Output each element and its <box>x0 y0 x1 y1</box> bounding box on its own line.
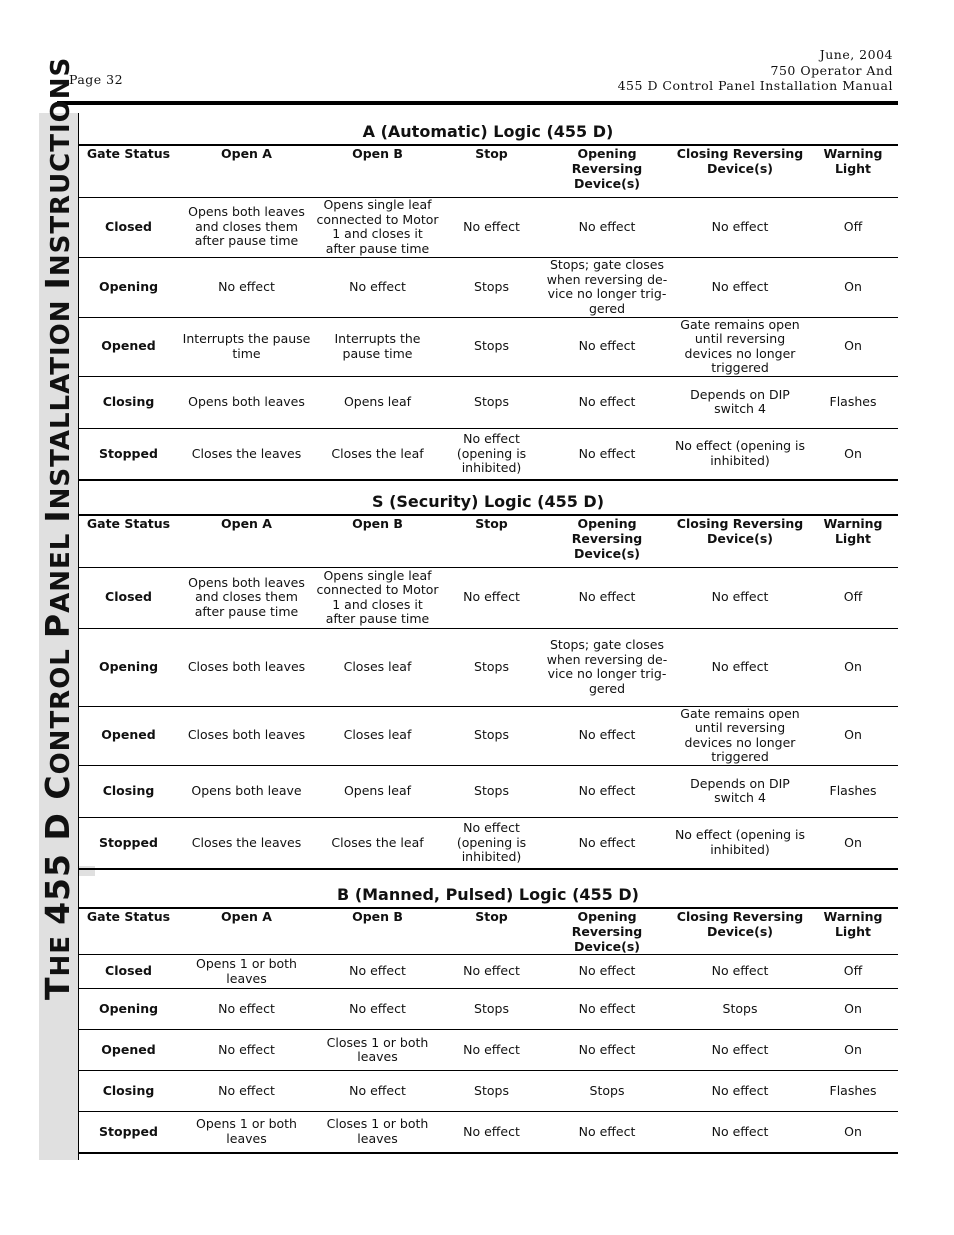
cell-open-a: Opens both leaves and closes them after pause time <box>179 197 314 257</box>
section-title: A (Automatic) Logic (455 D) <box>362 122 614 141</box>
cell-stop: Stops <box>441 376 542 428</box>
column-header-warning-light: Warning Light <box>823 146 883 176</box>
cell-closing-reversing: Depends on DIP switch 4 <box>672 765 808 817</box>
cell-warning-light: Flashes <box>808 1071 898 1112</box>
cell-open-b: Opens single leaf connected to Motor 1 and closes it after pause time <box>314 197 441 257</box>
row-opened <box>78 1030 898 1071</box>
row-opened <box>78 706 898 765</box>
cell-opening-reversing: No effect <box>542 817 672 869</box>
cell-gate-status: Stopped <box>78 428 179 480</box>
logic-table <box>78 907 898 1154</box>
cell-stop: Stops <box>441 989 542 1030</box>
cell-opening-reversing: No effect <box>542 428 672 480</box>
cell-closing-reversing: No effect (opening is inhibited) <box>672 428 808 480</box>
cell-open-b: Opens leaf <box>314 376 441 428</box>
cell-closing-reversing: Stops <box>672 989 808 1030</box>
cell-closing-reversing: No effect <box>672 955 808 989</box>
cell-warning-light: Off <box>808 197 898 257</box>
cell-gate-status: Closed <box>78 567 179 628</box>
cell-stop: No effect <box>441 567 542 628</box>
cell-opening-reversing: No effect <box>542 955 672 989</box>
cell-gate-status: Opening <box>78 989 179 1030</box>
table-header-row <box>78 145 898 197</box>
cell-open-a: No effect <box>179 257 314 317</box>
cell-warning-light: Off <box>808 955 898 989</box>
cell-open-b: Closes leaf <box>314 628 441 706</box>
cell-gate-status: Closing <box>78 376 179 428</box>
cell-stop: Stops <box>441 628 542 706</box>
cell-warning-light: On <box>808 706 898 765</box>
cell-warning-light: On <box>808 317 898 376</box>
header-date: June, 2004 <box>819 47 893 62</box>
header-manual-line2: 455 D Control Panel Installation Manual <box>617 78 893 93</box>
cell-open-b: Closes the leaf <box>314 817 441 869</box>
cell-open-a: Closes both leaves <box>179 628 314 706</box>
cell-warning-light: Flashes <box>808 376 898 428</box>
column-header-warning-light: Warning Light <box>823 909 883 939</box>
cell-closing-reversing: Gate remains open until reversing devices no longer triggered <box>672 706 808 765</box>
cell-stop: No effect <box>441 1030 542 1071</box>
column-header-stop: Stop <box>475 516 508 531</box>
column-header-gate-status: Gate Status <box>86 146 171 161</box>
manned-pulsed-logic-section <box>78 883 898 1154</box>
cell-closing-reversing: No effect <box>672 257 808 317</box>
cell-closing-reversing: No effect <box>672 1071 808 1112</box>
cell-open-a: No effect <box>179 989 314 1030</box>
page-number: Page 32 <box>69 72 124 87</box>
row-stopped <box>78 428 898 480</box>
cell-open-b: Closes 1 or both leaves <box>314 1030 441 1071</box>
cell-open-b: Opens single leaf connected to Motor 1 and closes it after pause time <box>314 567 441 628</box>
cell-opening-reversing: No effect <box>542 1112 672 1153</box>
cell-open-a: Closes the leaves <box>179 817 314 869</box>
column-header-closing-reversing: Closing Reversing Device(s) <box>676 516 804 546</box>
cell-closing-reversing: Depends on DIP switch 4 <box>672 376 808 428</box>
cell-gate-status: Closed <box>78 955 179 989</box>
cell-opening-reversing: No effect <box>542 1030 672 1071</box>
cell-open-a: Closes both leaves <box>179 706 314 765</box>
cell-warning-light: Off <box>808 567 898 628</box>
column-header-open-a: Open A <box>221 516 272 531</box>
cell-closing-reversing: Gate remains open until reversing devices no longer triggered <box>672 317 808 376</box>
cell-stop: No effect (opening is inhibited) <box>441 817 542 869</box>
cell-closing-reversing: No effect <box>672 197 808 257</box>
cell-closing-reversing: No effect <box>672 628 808 706</box>
cell-gate-status: Closing <box>78 1071 179 1112</box>
row-opening <box>78 989 898 1030</box>
row-stopped <box>78 1112 898 1153</box>
row-opening <box>78 257 898 317</box>
cell-opening-reversing: No effect <box>542 765 672 817</box>
row-stopped <box>78 817 898 869</box>
cell-stop: Stops <box>441 706 542 765</box>
cell-open-a: Opens both leaves and closes them after pause time <box>179 567 314 628</box>
cell-open-a: No effect <box>179 1030 314 1071</box>
cell-open-b: Closes leaf <box>314 706 441 765</box>
cell-warning-light: On <box>808 428 898 480</box>
cell-warning-light: On <box>808 1030 898 1071</box>
cell-stop: Stops <box>441 1071 542 1112</box>
cell-gate-status: Opened <box>78 706 179 765</box>
cell-stop: No effect (opening is inhibited) <box>441 428 542 480</box>
row-closed <box>78 197 898 257</box>
cell-gate-status: Opening <box>78 257 179 317</box>
row-closed <box>78 955 898 989</box>
column-header-open-a: Open A <box>221 909 272 924</box>
cell-opening-reversing: Stops <box>542 1071 672 1112</box>
cell-stop: No effect <box>441 955 542 989</box>
header-manual-line1: 750 Operator And <box>770 62 893 78</box>
cell-open-a: No effect <box>179 1071 314 1112</box>
table-header-row <box>78 908 898 955</box>
column-header-stop: Stop <box>475 146 508 161</box>
cell-open-b: No effect <box>314 1071 441 1112</box>
cell-warning-light: On <box>808 989 898 1030</box>
row-closed <box>78 567 898 628</box>
cell-opening-reversing: No effect <box>542 376 672 428</box>
cell-opening-reversing: No effect <box>542 989 672 1030</box>
column-header-opening-reversing: Opening Reversing Device(s) <box>571 909 643 954</box>
column-header-gate-status: Gate Status <box>86 909 171 924</box>
cell-open-b: No effect <box>314 257 441 317</box>
cell-open-a: Opens 1 or both leaves <box>179 955 314 989</box>
cell-gate-status: Opening <box>78 628 179 706</box>
cell-closing-reversing: No effect <box>672 567 808 628</box>
cell-gate-status: Stopped <box>78 817 179 869</box>
cell-warning-light: On <box>808 1112 898 1153</box>
cell-open-a: Interrupts the pause time <box>179 317 314 376</box>
row-closing <box>78 376 898 428</box>
row-closing <box>78 1071 898 1112</box>
column-header-warning-light: Warning Light <box>823 516 883 546</box>
cell-gate-status: Closing <box>78 765 179 817</box>
cell-open-b: Interrupts the pause time <box>314 317 441 376</box>
logic-table <box>78 144 898 481</box>
cell-open-b: Opens leaf <box>314 765 441 817</box>
column-header-closing-reversing: Closing Reversing Device(s) <box>676 909 804 939</box>
cell-stop: No effect <box>441 197 542 257</box>
column-header-stop: Stop <box>475 909 508 924</box>
automatic-logic-section <box>78 120 898 481</box>
cell-gate-status: Closed <box>78 197 179 257</box>
cell-closing-reversing: No effect <box>672 1112 808 1153</box>
cell-stop: No effect <box>441 1112 542 1153</box>
cell-open-b: No effect <box>314 955 441 989</box>
cell-warning-light: On <box>808 257 898 317</box>
security-logic-section <box>78 490 898 870</box>
column-header-open-b: Open B <box>352 146 403 161</box>
column-header-open-a: Open A <box>221 146 272 161</box>
cell-gate-status: Opened <box>78 1030 179 1071</box>
cell-opening-reversing: No effect <box>542 567 672 628</box>
row-closing <box>78 765 898 817</box>
cell-warning-light: On <box>808 628 898 706</box>
cell-gate-status: Stopped <box>78 1112 179 1153</box>
cell-warning-light: On <box>808 817 898 869</box>
column-header-gate-status: Gate Status <box>86 516 171 531</box>
cell-open-a: Opens 1 or both leaves <box>179 1112 314 1153</box>
column-header-opening-reversing: Opening Reversing Device(s) <box>571 516 643 561</box>
row-opening <box>78 628 898 706</box>
cell-opening-reversing: Stops; gate closes when reversing de-vice no longer trig-gered <box>542 628 672 706</box>
cell-opening-reversing: Stops; gate closes when reversing de-vice no longer trig-gered <box>542 257 672 317</box>
cell-open-a: Closes the leaves <box>179 428 314 480</box>
logic-table <box>78 514 898 870</box>
cell-stop: Stops <box>441 765 542 817</box>
column-header-opening-reversing: Opening Reversing Device(s) <box>571 146 643 191</box>
document-header <box>618 47 893 94</box>
column-header-open-b: Open B <box>352 516 403 531</box>
cell-open-a: Opens both leaves <box>179 376 314 428</box>
cell-open-b: Closes the leaf <box>314 428 441 480</box>
cell-opening-reversing: No effect <box>542 197 672 257</box>
column-header-open-b: Open B <box>352 909 403 924</box>
cell-closing-reversing: No effect <box>672 1030 808 1071</box>
cell-stop: Stops <box>441 257 542 317</box>
section-title: S (Security) Logic (455 D) <box>371 492 605 511</box>
cell-opening-reversing: No effect <box>542 317 672 376</box>
cell-warning-light: Flashes <box>808 765 898 817</box>
cell-gate-status: Opened <box>78 317 179 376</box>
cell-opening-reversing: No effect <box>542 706 672 765</box>
cell-closing-reversing: No effect (opening is inhibited) <box>672 817 808 869</box>
row-opened <box>78 317 898 376</box>
chapter-title: THE 455 D CONTROL PANEL INSTALLATION INSTRUCTIONS <box>38 56 77 1000</box>
cell-open-a: Opens both leave <box>179 765 314 817</box>
cell-stop: Stops <box>441 317 542 376</box>
cell-open-b: No effect <box>314 989 441 1030</box>
section-title: B (Manned, Pulsed) Logic (455 D) <box>337 885 639 904</box>
header-rule <box>57 101 898 105</box>
cell-open-b: Closes 1 or both leaves <box>314 1112 441 1153</box>
table-header-row <box>78 515 898 567</box>
column-header-closing-reversing: Closing Reversing Device(s) <box>676 146 804 176</box>
